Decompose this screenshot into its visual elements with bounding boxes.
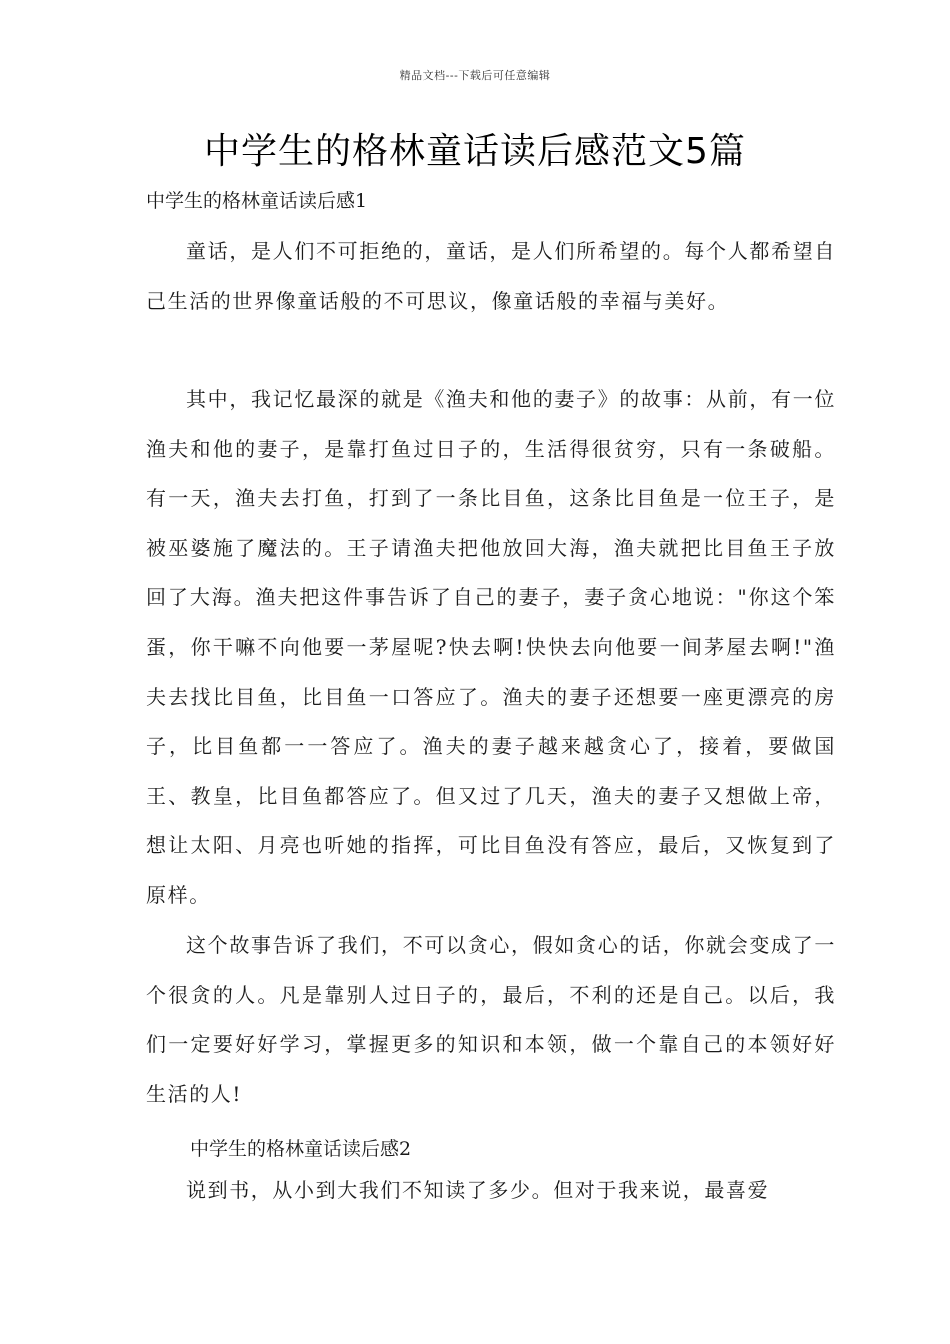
document-title: 中学生的格林童话读后感范文5篇 [204,131,746,172]
section-heading-2: 中学生的格林童话读后感2 [190,1138,412,1160]
page-header-note: 精品文档---下载后可任意编辑 [399,69,551,82]
paragraph-story: 其中，我记忆最深的就是《渔夫和他的妻子》的故事：从前，有一位渔夫和他的妻子，是靠打鱼过日子的，生活得很贫穷，只有一条破船。有一天，渔夫去打鱼，打到了一条比目鱼，这条比目鱼是一位王子，是被巫婆施了魔法的。王子请渔夫把他放回大海，渔夫就把比目鱼王子放回了大海。渔夫把这件事告诉了自己的妻子，妻子贪心地说："你这个笨蛋，你干嘛不向他要一茅屋呢?快去啊!快快去向他要一间茅屋去啊!"渔夫去找比目鱼，比目鱼一口答应了。渔夫的妻子还想要一座更漂亮的房子，比目鱼都一一答应了。渔夫的妻子越来越贪心了，接着，要做国王、教皇，比目鱼都答应了。但又过了几天，渔夫的妻子又想做上帝，想让太阳、月亮也听她的指挥，可比目鱼没有答应，最后，又恢复到了原样。 [146,387,836,907]
section-heading-1: 中学生的格林童话读后感1 [146,190,368,212]
paragraph-section2-start: 说到书，从小到大我们不知读了多少。但对于我来说，最喜爱 [186,1178,770,1202]
paragraph-moral: 这个故事告诉了我们，不可以贪心，假如贪心的话，你就会变成了一个很贪的人。凡是靠别人过日子的，最后，不利的还是自己。以后，我们一定要好好学习，掌握更多的知识和本领，做一个靠自己的本领好好生活的人! [146,933,836,1106]
paragraph-intro: 童话，是人们不可拒绝的，童话，是人们所希望的。每个人都希望自己生活的世界像童话般的不可思议，像童话般的幸福与美好。 [146,239,836,313]
